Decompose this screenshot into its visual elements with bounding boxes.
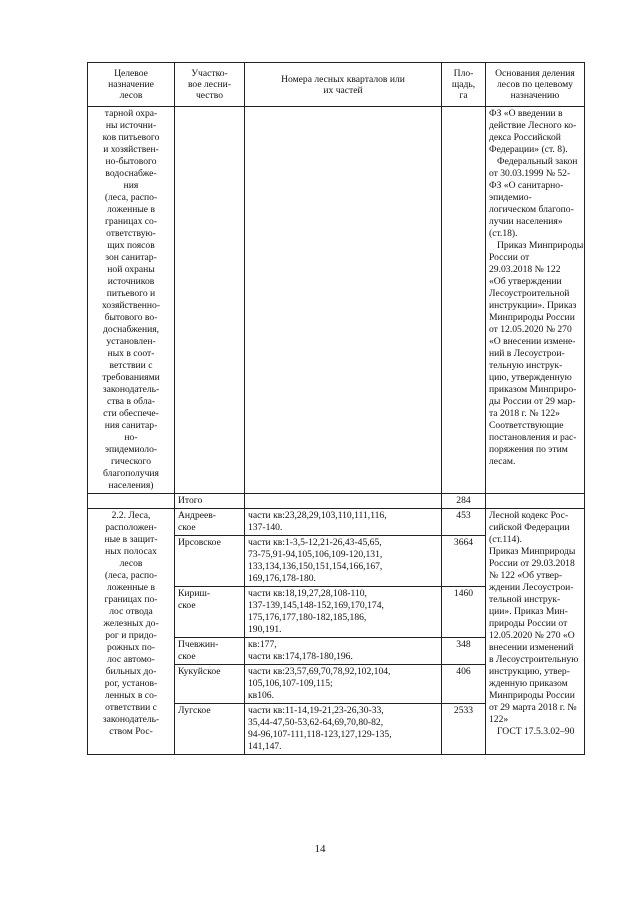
basis-line: (ст.18). bbox=[489, 228, 518, 239]
area-value: 348 bbox=[442, 638, 486, 665]
text-line: железных до- bbox=[103, 618, 159, 629]
page-number: 14 bbox=[314, 843, 326, 855]
section-2-2-purpose-cell bbox=[88, 509, 175, 755]
text-line: ные в защит- bbox=[104, 534, 158, 545]
header-area bbox=[442, 63, 486, 107]
text-line: бильных до- bbox=[105, 666, 157, 677]
quarters-list bbox=[245, 638, 442, 665]
forestry-name bbox=[175, 587, 245, 638]
text-line: Пчевжин- bbox=[178, 639, 219, 650]
basis-line: Минприроды России bbox=[489, 690, 575, 701]
area-value: 1460 bbox=[442, 587, 486, 638]
basis-line: тельную инструк- bbox=[489, 360, 563, 371]
text-line: требованиями bbox=[102, 372, 160, 383]
basis-line: России от 29.03.2018 bbox=[489, 558, 575, 569]
text-line: лесов bbox=[119, 558, 143, 569]
table-row bbox=[88, 509, 585, 536]
area-value: 453 bbox=[442, 509, 486, 536]
basis-line: «Об утверждении bbox=[489, 276, 562, 287]
forestry-name bbox=[175, 704, 245, 755]
text-line: ленных в со- bbox=[104, 690, 158, 701]
basis-line: 122» bbox=[489, 714, 509, 725]
basis-line: 29.03.2018 № 122 bbox=[489, 264, 561, 275]
section-2-2-basis-cell bbox=[486, 509, 585, 755]
basis-line: ждении Лесоустрои- bbox=[489, 582, 574, 593]
basis-line: действие Лесного ко- bbox=[489, 120, 577, 131]
text-line: границах по- bbox=[104, 594, 158, 605]
basis-line: Лесоустроительной bbox=[489, 288, 570, 299]
header-purpose bbox=[88, 63, 175, 107]
text-line: части кв:23,28,29,103,110,111,116, bbox=[248, 510, 387, 521]
text-line: 141,147. bbox=[248, 741, 282, 752]
text-line: ных в соот- bbox=[107, 348, 155, 359]
text-line: 2.2. Леса, bbox=[111, 510, 151, 521]
text-line: источников bbox=[107, 276, 155, 287]
basis-line: цию, утвержденную bbox=[489, 372, 572, 383]
text-line: ны источни- bbox=[105, 120, 157, 131]
basis-line: ний в Лесоустрои- bbox=[489, 348, 565, 359]
basis-line: от 12.05.2020 № 270 bbox=[489, 324, 572, 335]
text-line: ответствую- bbox=[106, 228, 156, 239]
quarters-list bbox=[245, 704, 442, 755]
table-header-row bbox=[88, 63, 585, 107]
text-line: населения) bbox=[108, 480, 154, 491]
text-line: Участко- bbox=[191, 68, 228, 79]
basis-line: от 29 марта 2018 г. № bbox=[489, 702, 577, 713]
basis-line: лучии населения» bbox=[489, 216, 563, 227]
text-line: (леса, распо- bbox=[104, 570, 158, 581]
forestry-name bbox=[175, 638, 245, 665]
basis-line: России от bbox=[489, 252, 530, 263]
total-purpose-cell bbox=[88, 494, 175, 509]
text-line: ных полосах bbox=[105, 546, 157, 557]
text-line: 137-139,145,148-152,169,170,174, bbox=[248, 600, 384, 611]
text-line: кв106. bbox=[248, 690, 274, 701]
text-line: чество bbox=[195, 90, 224, 101]
continuation-quarters-cell bbox=[245, 107, 442, 494]
text-line: бытового во- bbox=[104, 312, 158, 323]
basis-line: декса Российской bbox=[489, 132, 561, 143]
basis-line: Соответствующие bbox=[489, 420, 564, 431]
text-line: ответствии с bbox=[105, 702, 157, 713]
text-line: лос отвода bbox=[109, 606, 153, 617]
text-line: части кв:23,57,69,70,78,92,102,104, bbox=[248, 666, 391, 677]
text-line: кв:177, bbox=[248, 639, 277, 650]
text-line: ское bbox=[178, 600, 196, 611]
text-line: (леса, распо- bbox=[104, 192, 158, 203]
text-line: 105,106,107-109,115; bbox=[248, 678, 333, 689]
text-line: и хозяйствен- bbox=[103, 144, 159, 155]
area-value: 3664 bbox=[442, 536, 486, 587]
text-line: но-бытового bbox=[105, 156, 157, 167]
total-quarters-cell bbox=[245, 494, 442, 509]
text-line: установлен- bbox=[106, 336, 156, 347]
text-line: га bbox=[459, 90, 468, 101]
forestry-name bbox=[175, 665, 245, 704]
text-line: благополучия bbox=[103, 468, 159, 479]
text-line: 175,176,177,180-182,185,186, bbox=[248, 612, 367, 623]
text-line: доснабжения, bbox=[102, 324, 160, 335]
text-line: зон санитар- bbox=[105, 252, 157, 263]
text-line: гического bbox=[110, 456, 152, 467]
text-line: 73-75,91-94,105,106,109-120,131, bbox=[248, 549, 383, 560]
basis-line: ГОСТ 17.5.3.02–90 bbox=[497, 726, 575, 737]
text-line: ветствии с bbox=[109, 360, 153, 371]
text-line: щих поясов bbox=[107, 240, 155, 251]
text-line: но- bbox=[124, 432, 138, 443]
text-line: законодатель- bbox=[102, 384, 160, 395]
text-line: 133,134,136,150,151,154,166,167, bbox=[248, 561, 383, 572]
text-line: водоснабже- bbox=[105, 168, 157, 179]
basis-line: сийской Федерации bbox=[489, 522, 570, 533]
text-line: ское bbox=[178, 651, 196, 662]
basis-line: «О внесении измене- bbox=[489, 336, 576, 347]
text-line: ния bbox=[123, 180, 139, 191]
text-line: эпидемиоло- bbox=[104, 444, 158, 455]
text-line: Андреев- bbox=[178, 510, 216, 521]
text-line: ной охраны bbox=[107, 264, 155, 275]
text-line: Номера лесных кварталов или bbox=[281, 73, 405, 85]
text-line: назначению bbox=[510, 90, 560, 101]
basis-line: приказом Минприро- bbox=[489, 384, 577, 395]
text-line: вое лесни- bbox=[187, 79, 232, 90]
text-line: рог и придо- bbox=[105, 630, 157, 641]
basis-line: Минприроды России bbox=[489, 312, 575, 323]
text-line: Кириш- bbox=[178, 588, 211, 599]
header-quarters bbox=[245, 63, 442, 107]
text-line: части кв:174,178-180,196. bbox=[248, 651, 353, 662]
text-line: Целевое bbox=[114, 68, 148, 79]
text-line: ства в обла- bbox=[106, 396, 156, 407]
text-line: границах со- bbox=[104, 216, 158, 227]
text-line: ское bbox=[178, 522, 196, 533]
basis-line: инструкции». Приказ bbox=[489, 300, 577, 311]
text-line: их частей bbox=[323, 84, 363, 96]
text-line: хозяйственно- bbox=[101, 300, 160, 311]
quarters-list bbox=[245, 665, 442, 704]
text-line: 94-96,107-111,118-123,127,129-135, bbox=[248, 729, 392, 740]
text-line: Лугское bbox=[178, 705, 211, 716]
quarters-list bbox=[245, 587, 442, 638]
header-forestry bbox=[175, 63, 245, 107]
basis-line: природы России от bbox=[489, 618, 568, 629]
basis-line: жденную приказом bbox=[489, 678, 568, 689]
text-line: Кукуйское bbox=[178, 666, 221, 677]
total-area: 284 bbox=[442, 494, 486, 509]
basis-line: эпидемио- bbox=[489, 192, 532, 203]
header-basis bbox=[486, 63, 585, 107]
text-line: питьевого и bbox=[106, 288, 156, 299]
text-line: Основания деления bbox=[495, 68, 575, 79]
basis-line: Приказ Минприроды bbox=[497, 240, 584, 251]
basis-line: Лесной кодекс Рос- bbox=[489, 510, 569, 521]
text-line: ством Рос- bbox=[109, 726, 153, 737]
basis-line: тельной инструк- bbox=[489, 594, 561, 605]
text-line: ков питьевого bbox=[102, 132, 160, 143]
basis-line: от 30.03.1999 № 52- bbox=[489, 168, 571, 179]
area-value: 406 bbox=[442, 665, 486, 704]
continuation-area-cell bbox=[442, 107, 486, 494]
basis-line: (ст.114). bbox=[489, 534, 522, 545]
text-line: Ирсовское bbox=[178, 537, 221, 548]
basis-line: в Лесоустроительную bbox=[489, 654, 579, 665]
text-line: 35,44-47,50-53,62-64,69,70,80-82, bbox=[248, 717, 384, 728]
forest-purpose-table bbox=[87, 62, 585, 755]
basis-line: Приказ Минприроды bbox=[489, 546, 576, 557]
text-line: части кв:11-14,19-21,23-26,30-33, bbox=[248, 705, 384, 716]
basis-line: поряжения по этим bbox=[489, 444, 568, 455]
basis-line: та 2018 г. № 122» bbox=[489, 408, 560, 419]
basis-line: Федерации» (ст. 8). bbox=[489, 144, 568, 155]
basis-line: ды России от 29 мар- bbox=[489, 396, 576, 407]
area-value: 2533 bbox=[442, 704, 486, 755]
basis-line: инструкцию, утвер- bbox=[489, 666, 570, 677]
text-line: тарной охра- bbox=[104, 108, 158, 119]
text-line: 190,191. bbox=[248, 624, 282, 635]
text-line: рожных по- bbox=[107, 642, 155, 653]
quarters-list bbox=[245, 509, 442, 536]
continuation-basis-cell bbox=[486, 107, 585, 494]
continuation-purpose-cell bbox=[88, 107, 175, 494]
basis-line: 12.05.2020 № 270 «О bbox=[489, 630, 575, 641]
text-line: лос автомо- bbox=[107, 654, 155, 665]
text-line: щадь, bbox=[451, 79, 476, 90]
continuation-row bbox=[88, 107, 585, 494]
total-row bbox=[88, 494, 585, 509]
continuation-forestry-cell bbox=[175, 107, 245, 494]
text-line: лесов bbox=[119, 90, 143, 101]
text-line: сти обеспече- bbox=[103, 408, 159, 419]
text-line: законодатель- bbox=[102, 714, 160, 725]
text-line: 137-140. bbox=[248, 522, 283, 533]
text-line: лесов по целевому bbox=[497, 79, 573, 90]
text-line: ложенные в bbox=[106, 204, 155, 215]
basis-line: № 122 «Об утвер- bbox=[489, 570, 563, 581]
text-line: 169,176,178-180. bbox=[248, 573, 316, 584]
text-line: расположен- bbox=[105, 522, 157, 533]
basis-line: ции». Приказ Мин- bbox=[489, 606, 568, 617]
basis-line: Федеральный закон bbox=[497, 156, 578, 167]
basis-line: ФЗ «О введении в bbox=[489, 108, 563, 119]
text-line: ложенные в bbox=[106, 582, 155, 593]
quarters-list bbox=[245, 536, 442, 587]
total-label: Итого bbox=[175, 494, 245, 509]
basis-line: ФЗ «О санитарно- bbox=[489, 180, 564, 191]
text-line: части кв:18,19,27,28,108-110, bbox=[248, 588, 367, 599]
total-basis-cell bbox=[486, 494, 585, 509]
text-line: части кв:1-3,5-12,21-26,43-45,65, bbox=[248, 537, 382, 548]
basis-line: внесении изменений bbox=[489, 642, 574, 653]
forestry-name bbox=[175, 509, 245, 536]
basis-line: постановления и рас- bbox=[489, 432, 577, 443]
basis-line: лесам. bbox=[489, 456, 516, 467]
text-line: рог, установ- bbox=[104, 678, 158, 689]
forestry-name bbox=[175, 536, 245, 587]
text-line: ния санитар- bbox=[104, 420, 158, 431]
basis-line: логическом благопо- bbox=[489, 204, 574, 215]
text-line: назначение bbox=[108, 79, 154, 90]
text-line: Пло- bbox=[453, 68, 474, 79]
